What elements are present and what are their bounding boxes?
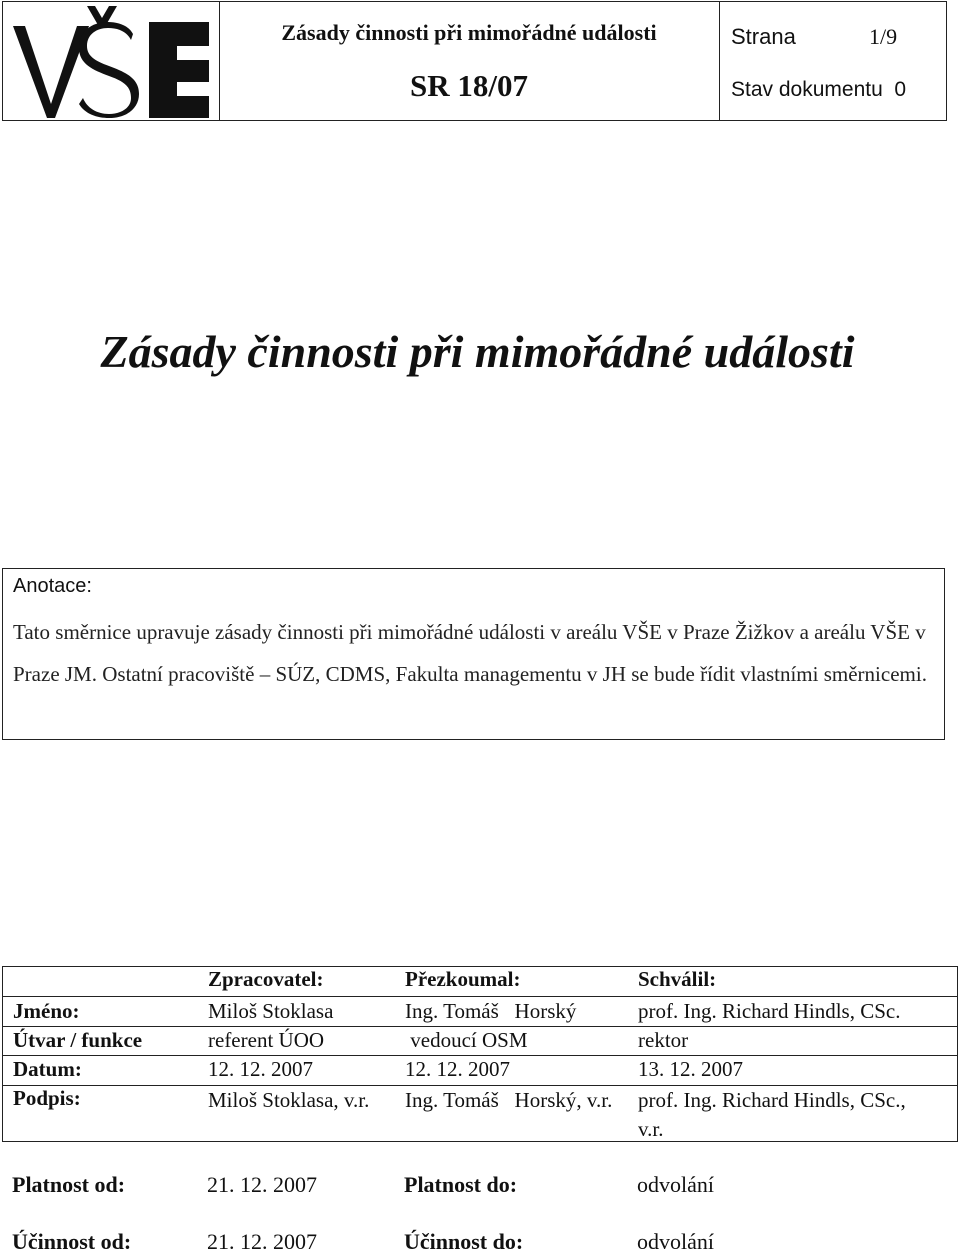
effect-to-label: Účinnost do: <box>404 1229 524 1254</box>
author-name: Miloš Stoklasa <box>208 999 334 1023</box>
approver-signature: prof. Ing. Richard Hindls, CSc., v.r. <box>638 1088 906 1141</box>
annotation-text: Tato směrnice upravuje zásady činnosti při mimořádné události v areálu VŠE v Praze Žižkov a areálu VŠE v Praze JM. Ostatní pracoviště – SÚZ, CDMS, Fakulta managementu v JH se bude řídit vlastními směrnicemi. <box>13 620 927 686</box>
column-header-author: Zpracovatel: <box>208 967 324 991</box>
author-date: 12. 12. 2007 <box>208 1057 313 1081</box>
vse-logo <box>11 4 211 118</box>
author-signature: Miloš Stoklasa, v.r. <box>208 1088 370 1112</box>
document-code: SR 18/07 <box>410 68 528 103</box>
logo-cell <box>3 2 220 120</box>
header-title: Zásady činnosti při mimořádné události <box>281 20 657 45</box>
reviewer-name: Ing. Tomáš Horský <box>405 999 577 1023</box>
header-title-cell <box>219 2 720 120</box>
page-number: 1/9 <box>869 24 898 49</box>
column-header-approver: Schválil: <box>638 967 717 991</box>
valid-from-label: Platnost od: <box>12 1172 126 1197</box>
row-label-unit: Útvar / funkce <box>13 1028 143 1052</box>
effect-from-value: 21. 12. 2007 <box>207 1229 317 1254</box>
approval-table <box>2 966 958 1142</box>
row-label-date: Datum: <box>13 1057 82 1081</box>
row-label-name: Jméno: <box>13 999 80 1023</box>
approver-date: 13. 12. 2007 <box>638 1057 743 1081</box>
column-header-reviewer: Přezkoumal: <box>405 967 521 991</box>
reviewer-unit: vedoucí OSM <box>405 1028 528 1052</box>
document-status: Stav dokumentu 0 <box>731 78 907 101</box>
row-label-signature: Podpis: <box>13 1086 81 1110</box>
valid-to-value: odvolání <box>637 1172 714 1197</box>
approver-name: prof. Ing. Richard Hindls, CSc. <box>638 999 901 1023</box>
document-header <box>2 1 947 121</box>
valid-to-label: Platnost do: <box>404 1172 518 1197</box>
annotation-label: Anotace: <box>13 575 92 597</box>
approver-unit: rektor <box>638 1028 689 1052</box>
page-title: Zásady činnosti při mimořádné události <box>100 326 855 377</box>
valid-from-value: 21. 12. 2007 <box>207 1172 317 1197</box>
header-meta-cell <box>719 2 947 120</box>
page-label: Strana <box>731 24 796 49</box>
annotation-box <box>2 568 945 740</box>
reviewer-signature: Ing. Tomáš Horský, v.r. <box>405 1088 613 1112</box>
effect-from-label: Účinnost od: <box>12 1229 132 1254</box>
effect-to-value: odvolání <box>637 1229 714 1254</box>
author-unit: referent ÚOO <box>208 1028 325 1052</box>
reviewer-date: 12. 12. 2007 <box>405 1057 510 1081</box>
